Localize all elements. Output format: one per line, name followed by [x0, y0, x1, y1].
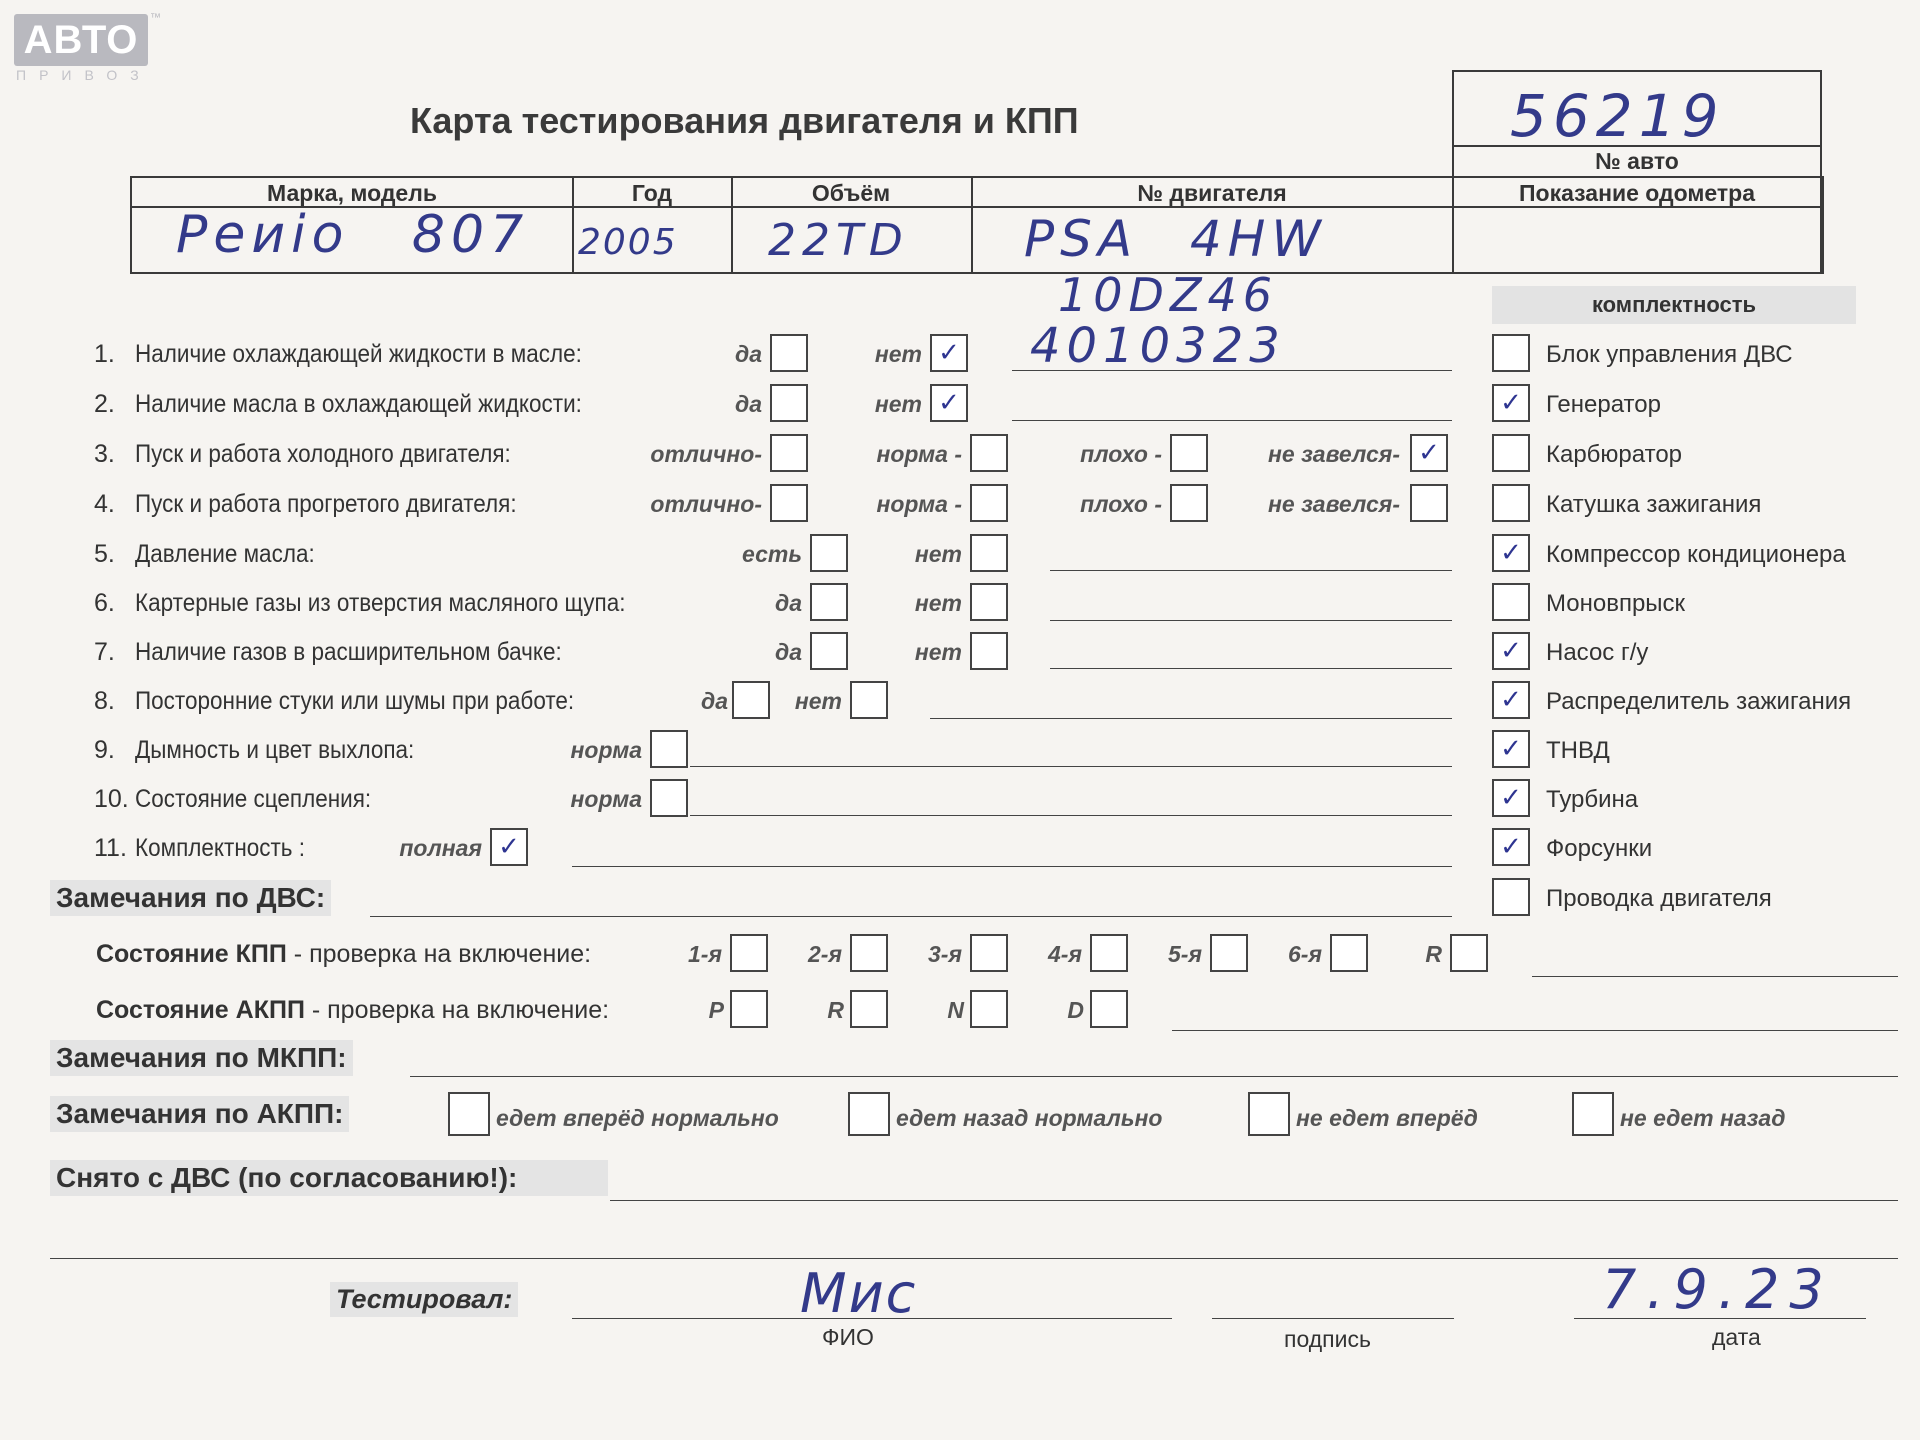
checkbox-row2-no[interactable]: ✓ [930, 384, 968, 422]
trademark-symbol: ™ [150, 12, 161, 24]
checkbox-row10-normal[interactable] [650, 779, 688, 817]
checkbox-row4-bad[interactable] [1170, 484, 1208, 522]
opt-present: есть [742, 541, 802, 567]
make-model-value: Peиio 807 [176, 205, 530, 265]
gearbox-check-label: Состояние КПП - проверка на включение: [96, 940, 592, 968]
kit-label-turbine: Турбина [1546, 786, 1639, 813]
opt-no: нет [874, 341, 922, 367]
checkbox-row3-excellent[interactable] [770, 434, 808, 472]
row-text-3: Пуск и работа холодного двигателя: [135, 440, 511, 468]
checkbox-row7-yes[interactable] [810, 632, 848, 670]
opt-normal: норма [570, 786, 642, 812]
checkbox-row4-not-started[interactable] [1410, 484, 1448, 522]
kit-checkbox-generator[interactable]: ✓ [1492, 384, 1530, 422]
checkbox-row9-normal[interactable] [650, 730, 688, 768]
opt-yes: да [774, 639, 802, 665]
header-volume: Объём [811, 180, 891, 206]
gear-checkbox-6[interactable] [1330, 934, 1368, 972]
opt-yes: да [774, 590, 802, 616]
checkbox-row8-yes[interactable] [732, 681, 770, 719]
row-text-5: Давление масла: [135, 540, 315, 568]
opt-excellent: отлично- [650, 491, 762, 517]
label-forward-ok: едет вперёд нормально [496, 1105, 779, 1131]
kit-label-injectors: Форсунки [1546, 835, 1653, 862]
kit-checkbox-ecu[interactable] [1492, 334, 1530, 372]
row-num-7: 7. [94, 638, 115, 666]
page-title: Карта тестирования двигателя и КПП [410, 100, 1079, 141]
checkbox-row6-yes[interactable] [810, 583, 848, 621]
checkbox-row5-no[interactable] [970, 534, 1008, 572]
opt-excellent: отлично- [650, 441, 762, 467]
kit-label-injection-pump: ТНВД [1546, 737, 1610, 764]
gear-label-6: 6-я [1288, 941, 1322, 967]
kit-checkbox-mono-injection[interactable] [1492, 583, 1530, 621]
opt-normal: норма [570, 737, 642, 763]
kit-label-distributor: Распределитель зажигания [1546, 688, 1852, 715]
opt-normal: норма - [876, 441, 962, 467]
checkbox-row8-no[interactable] [850, 681, 888, 719]
checkbox-row3-not-started[interactable]: ✓ [1410, 434, 1448, 472]
automatic-check-label: Состояние АКПП - проверка на включение: [96, 996, 610, 1024]
kit-checkbox-ignition-coil[interactable] [1492, 484, 1530, 522]
row-num-6: 6. [94, 589, 115, 617]
row-num-9: 9. [94, 736, 115, 764]
opt-yes: да [734, 391, 762, 417]
remarks-engine-label: Замечания по ДВС: [50, 880, 331, 916]
header-make-model: Марка, модель [267, 180, 437, 206]
gear-label-4: 4-я [1048, 941, 1082, 967]
gear-checkbox-r[interactable] [1450, 934, 1488, 972]
mode-checkbox-r[interactable] [850, 990, 888, 1028]
kit-label-ecu: Блок управления ДВС [1546, 341, 1793, 368]
checkbox-row1-yes[interactable] [770, 334, 808, 372]
mode-label-d: D [1067, 997, 1084, 1023]
tested-by-label: Тестировал: [330, 1282, 518, 1317]
kit-label-ac-compressor: Компрессор кондиционера [1546, 541, 1846, 568]
checkbox-row4-normal[interactable] [970, 484, 1008, 522]
year-value: 2005 [578, 222, 678, 263]
row-num-8: 8. [94, 687, 115, 715]
row-text-9: Дымность и цвет выхлопа: [135, 736, 415, 764]
opt-no: нет [794, 688, 842, 714]
opt-no: нет [914, 639, 962, 665]
row-text-7: Наличие газов в расширительном бачке: [135, 638, 562, 666]
row-num-1: 1. [94, 340, 115, 368]
kit-checkbox-engine-wiring[interactable] [1492, 878, 1530, 916]
gear-label-3: 3-я [928, 941, 962, 967]
label-no-backward: не едет назад [1620, 1105, 1786, 1131]
opt-normal: норма - [876, 491, 962, 517]
opt-yes: да [734, 341, 762, 367]
kit-checkbox-injection-pump[interactable]: ✓ [1492, 730, 1530, 768]
header-engine-number: № двигателя [1137, 180, 1287, 206]
kit-checkbox-power-steering-pump[interactable]: ✓ [1492, 632, 1530, 670]
checkbox-row7-no[interactable] [970, 632, 1008, 670]
mode-label-n: N [947, 997, 964, 1023]
checkbox-row1-no[interactable]: ✓ [930, 334, 968, 372]
label-backward-ok: едет назад нормально [896, 1105, 1163, 1131]
checkbox-row5-present[interactable] [810, 534, 848, 572]
car-number-value: 56219 [1510, 82, 1725, 150]
row-text-4: Пуск и работа прогретого двигателя: [135, 490, 517, 518]
kit-label-carburetor: Карбюратор [1546, 441, 1683, 468]
gear-checkbox-5[interactable] [1210, 934, 1248, 972]
header-odometer: Показание одометра [1519, 180, 1755, 206]
opt-yes: да [700, 688, 728, 714]
checkbox-no-forward[interactable] [1248, 1092, 1290, 1136]
date-handwritten: 7.9.23 [1602, 1258, 1834, 1321]
gear-checkbox-4[interactable] [1090, 934, 1128, 972]
row-num-11: 11. [94, 834, 127, 862]
row-text-11: Комплектность : [135, 834, 306, 862]
opt-not-started: не завелся- [1268, 441, 1400, 467]
brand-logo-subtitle: ПРИВОЗ [16, 67, 152, 83]
row-text-1: Наличие охлаждающей жидкости в масле: [135, 340, 582, 368]
kit-label-mono-injection: Моновпрыск [1546, 590, 1686, 617]
engine-number-extra-2: 4010323 [1030, 318, 1286, 374]
kit-checkbox-injectors[interactable]: ✓ [1492, 828, 1530, 866]
kit-checkbox-carburetor[interactable] [1492, 434, 1530, 472]
kit-label-power-steering-pump: Насос г/у [1546, 639, 1649, 666]
kit-checkbox-ac-compressor[interactable]: ✓ [1492, 534, 1530, 572]
checkbox-no-backward[interactable] [1572, 1092, 1614, 1136]
signature-label: подпись [1284, 1326, 1371, 1352]
remarks-automatic-label: Замечания по АКПП: [50, 1096, 349, 1132]
gear-checkbox-3[interactable] [970, 934, 1008, 972]
mode-checkbox-p[interactable] [730, 990, 768, 1028]
opt-no: нет [914, 541, 962, 567]
checkbox-row4-excellent[interactable] [770, 484, 808, 522]
row-text-2: Наличие масла в охлаждающей жидкости: [135, 390, 582, 418]
row-text-8: Посторонние стуки или шумы при работе: [135, 687, 575, 715]
checkbox-row3-bad[interactable] [1170, 434, 1208, 472]
removed-parts-label: Снято с ДВС (по согласованию!): [50, 1160, 608, 1196]
row-num-10: 10. [94, 785, 129, 813]
row-num-2: 2. [94, 390, 115, 418]
kit-label-ignition-coil: Катушка зажигания [1546, 491, 1762, 518]
checkbox-row11-complete[interactable]: ✓ [490, 828, 528, 866]
row-num-5: 5. [94, 540, 115, 568]
mode-label-p: P [708, 997, 724, 1023]
gear-label-2: 2-я [808, 941, 842, 967]
mode-checkbox-n[interactable] [970, 990, 1008, 1028]
row-num-4: 4. [94, 490, 115, 518]
label-no-forward: не едет вперёд [1296, 1105, 1478, 1131]
engine-number-value: PSA 4HW [1024, 210, 1327, 268]
date-label: дата [1712, 1324, 1761, 1350]
mode-label-r: R [827, 997, 844, 1023]
tester-name-handwritten: Мис [800, 1262, 918, 1325]
opt-complete: полная [399, 835, 482, 861]
opt-no: нет [874, 391, 922, 417]
row-num-3: 3. [94, 440, 115, 468]
kit-label-generator: Генератор [1546, 391, 1661, 418]
kit-checkbox-distributor[interactable]: ✓ [1492, 681, 1530, 719]
row-text-6: Картерные газы из отверстия масляного щупа: [135, 589, 626, 617]
opt-no: нет [914, 590, 962, 616]
gear-label-1: 1-я [688, 941, 722, 967]
checkbox-row2-yes[interactable] [770, 384, 808, 422]
kit-label-engine-wiring: Проводка двигателя [1546, 885, 1772, 912]
brand-logo: АВТО [14, 14, 148, 66]
gear-label-r: R [1425, 941, 1442, 967]
kit-heading: комплектность [1492, 286, 1856, 324]
checkbox-forward-ok[interactable] [448, 1092, 490, 1136]
fio-label: ФИО [822, 1324, 874, 1350]
remarks-manual-label: Замечания по МКПП: [50, 1040, 353, 1076]
kit-checkbox-turbine[interactable]: ✓ [1492, 779, 1530, 817]
checkbox-row3-normal[interactable] [970, 434, 1008, 472]
opt-bad: плохо - [1080, 441, 1162, 467]
gear-checkbox-1[interactable] [730, 934, 768, 972]
mode-checkbox-d[interactable] [1090, 990, 1128, 1028]
gear-checkbox-2[interactable] [850, 934, 888, 972]
checkbox-backward-ok[interactable] [848, 1092, 890, 1136]
header-year: Год [631, 180, 673, 206]
engine-number-extra-1: 10DZ46 [1058, 268, 1278, 322]
row-text-10: Состояние сцепления: [135, 785, 372, 813]
gear-label-5: 5-я [1168, 941, 1202, 967]
opt-not-started: не завелся- [1268, 491, 1400, 517]
volume-value: 22TD [768, 215, 909, 266]
opt-bad: плохо - [1080, 491, 1162, 517]
checkbox-row6-no[interactable] [970, 583, 1008, 621]
car-number-label: № авто [1595, 148, 1679, 174]
